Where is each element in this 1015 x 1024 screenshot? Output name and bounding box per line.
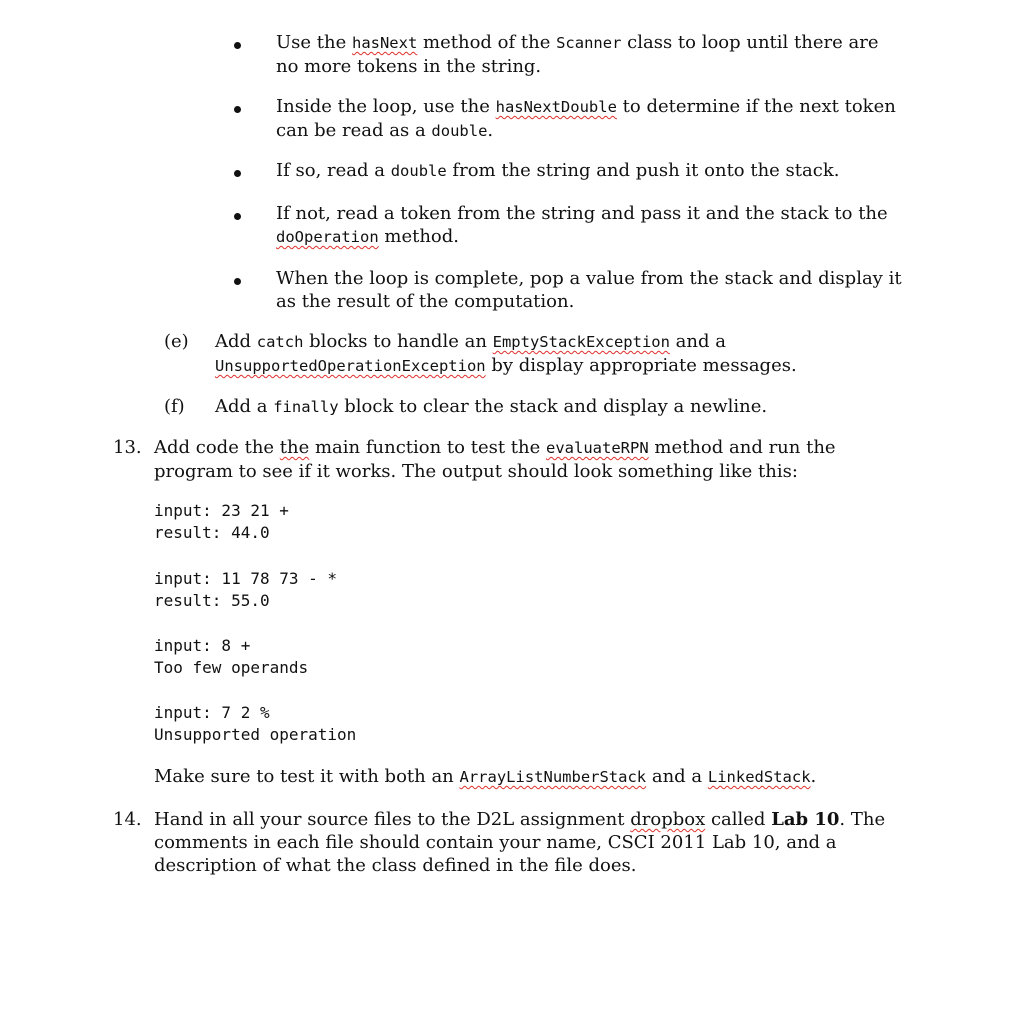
output-block-3: input: 8 + Too few operands: [154, 636, 309, 677]
code-catch: catch: [256, 333, 304, 351]
bullet-item-loop-complete: When the loop is complete, pop a value from the stack and display it as the result of the computation.: [276, 268, 902, 312]
code-arraylistnumberstack: ArrayListNumberStack: [459, 768, 647, 786]
step-e-text: Add catch blocks to handle an EmptyStackException and a UnsupportedOperationException by display appropriate messages.: [215, 331, 797, 376]
code-double: double: [390, 162, 447, 180]
code-hasnext: hasNext: [351, 34, 418, 52]
lab-10-bold: Lab 10: [771, 809, 840, 830]
bullet-marker: [234, 170, 241, 177]
output-block-2: input: 11 78 73 - * result: 55.0: [154, 569, 338, 610]
output-block-1: input: 23 21 + result: 44.0: [154, 501, 289, 542]
item-14-text: Hand in all your source files to the D2L assignment dropbox called Lab 10. The comments in each file should contain your name, CSCI 2011 Lab 10, and a description of what the class defined in the file does.: [154, 809, 886, 876]
code-emptystackexception: EmptyStackException: [492, 333, 670, 351]
bullet-marker: [234, 106, 241, 113]
step-label-e: (e): [164, 331, 189, 352]
item-number-14: 14.: [113, 809, 142, 830]
code-hasnextdouble: hasNextDouble: [495, 98, 617, 116]
code-double: double: [431, 122, 488, 140]
make-sure-text: Make sure to test it with both an ArrayListNumberStack and a LinkedStack.: [154, 766, 817, 787]
bullet-item-hasnext: Use the hasNext method of the Scanner class to loop until there are no more tokens in the string.: [276, 32, 879, 77]
code-dooperation: doOperation: [276, 228, 379, 246]
output-block-4: input: 7 2 % Unsupported operation: [154, 703, 357, 744]
typo-the: the: [279, 437, 310, 458]
step-label-f: (f): [164, 396, 185, 417]
bullet-marker: [234, 42, 241, 49]
code-unsupportedoperationexception: UnsupportedOperationException: [215, 357, 486, 375]
code-evaluaterpn: evaluateRPN: [546, 439, 649, 457]
code-scanner: Scanner: [556, 34, 622, 52]
typo-dropbox: dropbox: [630, 809, 706, 830]
bullet-marker: [234, 278, 241, 285]
item-13-text: Add code the the main function to test the evaluateRPN method and run the program to see if it works. The output should look something like this:: [154, 437, 836, 482]
bullet-marker: [234, 213, 241, 220]
code-linkedstack: LinkedStack: [707, 768, 811, 786]
code-finally: finally: [273, 398, 339, 416]
bullet-item-dooperation: If not, read a token from the string and pass it and the stack to the doOperation method.: [276, 203, 888, 247]
bullet-item-hasnextdouble: Inside the loop, use the hasNextDouble to determine if the next token can be read as a double.: [276, 96, 896, 141]
item-number-13: 13.: [113, 437, 142, 458]
bullet-item-read-double: If so, read a double from the string and push it onto the stack.: [276, 160, 840, 181]
step-f-text: Add a finally block to clear the stack and display a newline.: [215, 396, 768, 417]
